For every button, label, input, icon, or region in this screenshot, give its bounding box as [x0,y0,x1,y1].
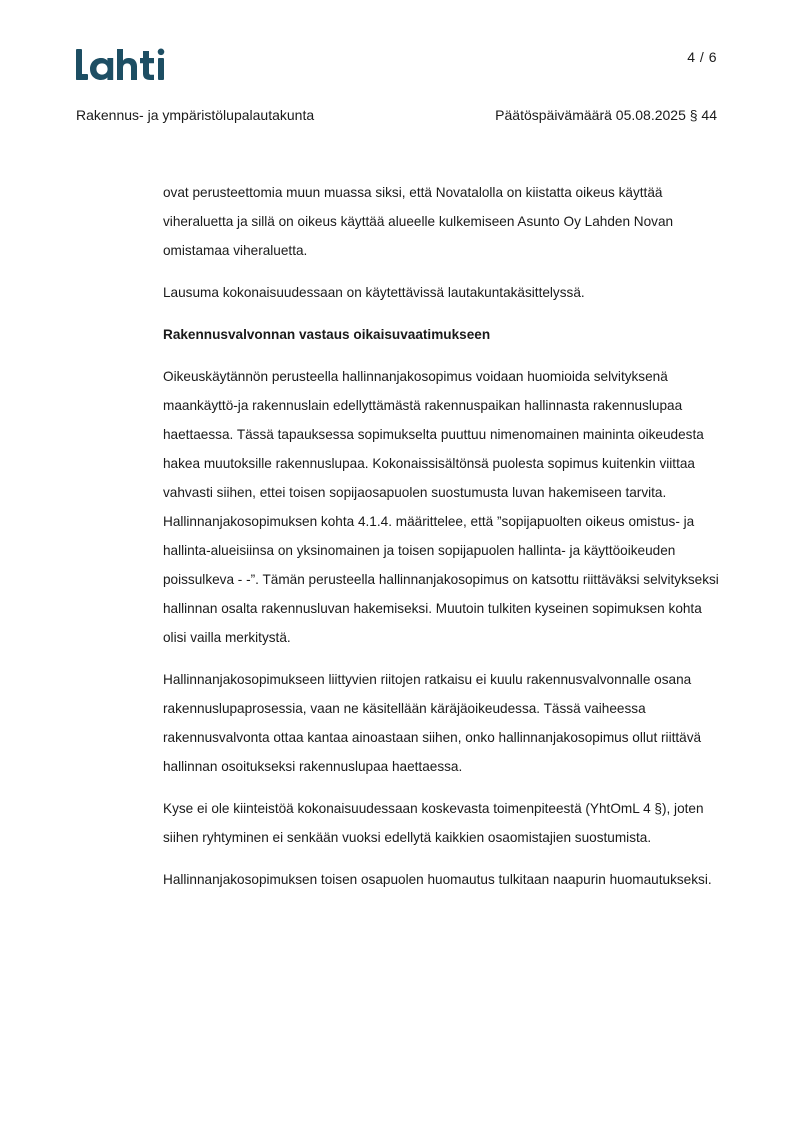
paragraph: Oikeuskäytännön perusteella hallinnanjakosopimus voidaan huomioida selvityksenä maankäyttö-ja rakennuslain edellyttämästä rakennuspaikan hallinnasta rakennuslupaa haettaessa. Tässä tapauksessa sopimukselta puuttuu nimenomainen maininta oikeudesta hakea muutoksille rakennuslupaa. Kokonaissisältönsä puolesta sopimus kuitenkin viittaa vahvasti siihen, ettei toisen sopijaosapuolen suostumusta luvan hakemiseen tarvita. Hallinnanjakosopimuksen kohta 4.1.4. määrittelee, että ”sopijapuolten oikeus omistus- ja hallinta-alueisiinsa on yksinomainen ja toisen sopijapuolen hallinta- ja käyttöoikeuden poissulkeva - -”. Tämän perusteella hallinnanjakosopimus on katsottu riittäväksi selvitykseksi hallinnan osalta rakennusluvan hakemiseksi. Muutoin tulkiten kyseinen sopimuksen kohta olisi vailla merkitystä. [163,369,719,645]
lahti-logo-mark [75,46,167,82]
section-heading: Rakennusvalvonnan vastaus oikaisuvaatimukseen [163,327,491,342]
paragraph: Lausuma kokonaisuudessaan on käytettävissä lautakuntakäsittelyssä. [163,285,585,300]
committee-name: Rakennus- ja ympäristölupalautakunta [76,107,315,123]
decision-date: Päätöspäivämäärä 05.08.2025 § 44 [495,107,717,123]
paragraph: Hallinnanjakosopimukseen liittyvien riitojen ratkaisu ei kuulu rakennusvalvonnalle osana rakennuslupaprosessia, vaan ne käsitellään käräjäoikeudessa. Tässä vaiheessa rakennusvalvonta ottaa kantaa ainoastaan siihen, onko hallinnanjakosopimus ollut riittävä hallinnan osoitukseksi rakennuslupaa haettaessa. [163,672,702,774]
document-body [163,178,723,907]
paragraph: Kyse ei ole kiinteistöä kokonaisuudessaan koskevasta toimenpiteestä (YhtOmL 4 §), joten siihen ryhtyminen ei senkään vuoksi edellytä kaikkien osaomistajien suostumista. [163,801,704,845]
paragraph: ovat perusteettomia muun muassa siksi, että Novatalolla on kiistatta oikeus käyttää viheraluetta ja sillä on oikeus käyttää alueelle kulkemiseen Asunto Oy Lahden Novan omistamaa viheraluetta. [163,185,674,258]
paragraph: Hallinnanjakosopimuksen toisen osapuolen huomautus tulkitaan naapurin huomautukseksi. [163,872,712,887]
lahti-logo [75,46,167,82]
page-number: 4 / 6 [687,49,717,65]
